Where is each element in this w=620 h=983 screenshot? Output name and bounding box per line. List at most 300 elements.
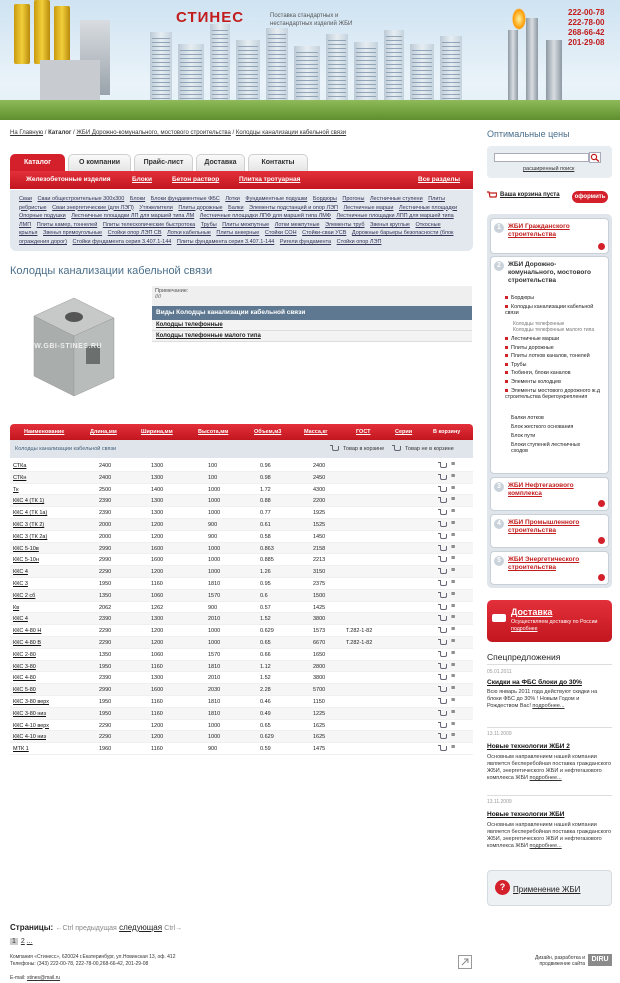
cell: 1573: [313, 628, 326, 635]
footer-email: [10, 975, 60, 981]
view-link[interactable]: Колодцы телефонные: [152, 320, 472, 331]
add-to-cart-icon[interactable]: [440, 510, 447, 515]
category-link[interactable]: Балки: [228, 204, 244, 211]
product-link[interactable]: ККС 5-10в: [13, 545, 39, 552]
quantity-icon[interactable]: ≡: [451, 638, 456, 645]
product-link[interactable]: ККС 4 (ТК 1а): [13, 510, 48, 517]
cell: 2990: [99, 545, 112, 552]
factory-silo: [14, 4, 30, 64]
cell: 0.65: [260, 640, 271, 646]
product-link[interactable]: ККС 3 (ТК 2а): [13, 533, 48, 540]
table-row: [10, 460, 473, 472]
page-numbers: [10, 938, 33, 945]
category-link[interactable]: Звенья круглые: [370, 221, 410, 228]
quantity-icon[interactable]: ≡: [451, 461, 456, 468]
cell: 1160: [151, 746, 163, 753]
cell: 1810: [208, 710, 221, 717]
add-to-cart-icon[interactable]: [440, 711, 447, 716]
expand-arrow-icon[interactable]: [598, 537, 605, 544]
cell: 1950: [99, 699, 112, 705]
category-link[interactable]: Блоки фундаментные ФБС: [150, 196, 220, 202]
category-link[interactable]: Прогоны: [342, 196, 365, 202]
cell: 1000: [208, 722, 221, 729]
menu-sub-item[interactable]: Блок жесткого основания: [511, 424, 574, 430]
advanced-search-link[interactable]: расширенный поиск: [523, 166, 575, 172]
refinery-tower: [526, 18, 538, 105]
tab-catalog[interactable]: Каталог: [10, 154, 65, 172]
news-title[interactable]: Новые технологии ЖБИ: [487, 811, 565, 818]
pager-next[interactable]: следующая: [119, 923, 163, 932]
category-link[interactable]: Сваи энергетические (для ЛЭП): [52, 204, 134, 211]
quantity-icon[interactable]: ≡: [451, 697, 456, 704]
table-row: [10, 613, 473, 625]
quantity-icon[interactable]: ≡: [451, 732, 456, 740]
cell: Т.282-1-82: [346, 640, 373, 646]
subnav-blocks[interactable]: Блоки: [132, 176, 152, 183]
col-series[interactable]: Серии: [395, 429, 413, 435]
cell: 0.46: [260, 699, 271, 705]
add-to-cart-icon[interactable]: [440, 723, 447, 728]
quantity-icon[interactable]: ≡: [451, 626, 456, 634]
add-to-cart-icon[interactable]: [440, 593, 447, 598]
product-link[interactable]: Тк: [13, 486, 19, 493]
table-row: [10, 720, 473, 732]
add-to-cart-icon[interactable]: [440, 699, 447, 704]
category-link[interactable]: Блоки: [129, 196, 146, 202]
product-link[interactable]: ККС 4-80: [13, 675, 36, 682]
cell: 1650: [313, 651, 326, 658]
cell: 1950: [99, 663, 112, 670]
email-link[interactable]: stines@mail.ru: [26, 975, 61, 981]
table-row: [10, 507, 473, 519]
refinery-tower: [546, 40, 562, 105]
divider: [487, 664, 612, 665]
category-link[interactable]: Фундаментные подушки: [245, 196, 308, 202]
table-row: [10, 637, 473, 649]
add-to-cart-icon[interactable]: [440, 557, 447, 562]
subnav-reinforced-concrete[interactable]: Железобетонные изделия: [26, 176, 111, 183]
add-to-cart-icon[interactable]: [440, 475, 447, 480]
quantity-icon[interactable]: ≡: [451, 567, 456, 575]
quantity-icon[interactable]: ≡: [451, 555, 456, 563]
city-building: [150, 32, 172, 102]
delivery-title[interactable]: Доставка: [511, 607, 553, 617]
category-link[interactable]: Утяжелители: [139, 204, 173, 211]
category-link[interactable]: Плиты камер, тоннелей: [36, 221, 98, 228]
cell: 2290: [99, 628, 112, 635]
category-link[interactable]: Дорожные барьеры безопасности (блок ограждения дорог): [19, 230, 454, 245]
cell: 0.49: [260, 710, 271, 717]
news-more-link[interactable]: подробнее...: [532, 703, 565, 709]
cell: 1160: [151, 699, 163, 705]
expand-arrow-icon[interactable]: [598, 243, 605, 250]
delivery-banner[interactable]: [487, 600, 612, 642]
subnav-tiles[interactable]: Плитка тротуарная: [239, 176, 301, 183]
menu-section-civil[interactable]: [490, 218, 609, 254]
breadcrumb-current[interactable]: Колодцы канализации кабельной связи: [235, 130, 347, 136]
category-link[interactable]: Лотки кабельные: [167, 230, 211, 237]
search-icon: [590, 153, 600, 162]
news-title[interactable]: Новые технологии ЖБИ 2: [487, 743, 570, 750]
cell: 1625: [313, 722, 326, 729]
category-link[interactable]: Звенья прямоугольные: [43, 230, 103, 237]
quantity-icon[interactable]: ≡: [451, 673, 456, 681]
quantity-icon[interactable]: ≡: [451, 508, 456, 516]
footer-design-credit: Дизайн, разработка и продвижение сайта: [534, 955, 585, 967]
expand-arrow-icon[interactable]: [598, 500, 605, 507]
add-to-cart-icon[interactable]: [440, 734, 447, 739]
table-row: [10, 731, 473, 743]
product-link[interactable]: ККС 3 (ТК 2): [13, 522, 45, 528]
cell: 2000: [99, 522, 112, 528]
table-row: [10, 708, 473, 720]
cell: 1600: [151, 545, 164, 552]
cell: 6670: [313, 640, 326, 646]
cell: 2400: [99, 474, 112, 481]
section-title[interactable]: ЖБИ Энергетического строительства: [508, 556, 580, 571]
quantity-icon[interactable]: ≡: [451, 661, 456, 669]
product-link[interactable]: ККС 3: [13, 581, 28, 587]
factory-building: [40, 60, 100, 100]
product-link[interactable]: ККС 3-80: [13, 663, 36, 670]
news-item: [487, 799, 612, 850]
page-title: Колодцы канализации кабельной связи: [10, 265, 213, 277]
quantity-icon[interactable]: ≡: [451, 496, 456, 504]
quantity-icon[interactable]: ≡: [451, 579, 456, 586]
product-link[interactable]: ККС 2-80: [13, 651, 36, 658]
cell: 2390: [99, 498, 112, 505]
col-volume[interactable]: Объем,м3: [254, 429, 282, 435]
category-link[interactable]: Плиты межпутные: [222, 221, 270, 228]
product-link[interactable]: ККС 2 сб: [13, 592, 36, 599]
divider: [487, 795, 612, 796]
phone-number: 222-78-00: [568, 18, 605, 27]
cell: 2375: [313, 581, 326, 587]
category-link[interactable]: Стойки фундамента серия 3.407.1-144: [72, 238, 172, 245]
add-to-cart-icon[interactable]: [440, 605, 447, 610]
page-number-current: 1: [12, 938, 16, 945]
table-row: [10, 696, 473, 708]
refinery-tower: [508, 30, 518, 105]
add-to-cart-icon[interactable]: [440, 498, 447, 503]
news-more-link[interactable]: подробнее...: [529, 775, 562, 781]
category-link[interactable]: Лотки: [225, 196, 240, 202]
category-link[interactable]: Элементы труб: [325, 221, 365, 228]
section-title[interactable]: ЖБИ Промышленного строительства: [508, 519, 580, 534]
category-link[interactable]: Стойки опор ЛЭП СВ: [107, 230, 162, 237]
category-link[interactable]: Лестничные площадки: [398, 204, 458, 211]
section-title[interactable]: ЖБИ Дорожно-комунального, мостового строительства: [508, 261, 591, 284]
product-link[interactable]: ККС 5-10н: [13, 557, 39, 564]
product-note: [152, 286, 472, 306]
category-link[interactable]: Трубы: [200, 221, 217, 228]
group-title: Колодцы канализации кабельной связи: [15, 446, 117, 452]
special-offers-title: Спецпредложения: [487, 652, 561, 662]
delivery-more-link[interactable]: подробнее: [511, 626, 538, 632]
col-cart: В корзину: [433, 429, 461, 435]
footer-phones: Телефоны: (343) 222-00-78, 222-78-00,268-66-42, 201-29-08: [10, 961, 149, 967]
category-link[interactable]: Стойки СОН: [264, 230, 297, 237]
note-label: Примечание:: [155, 288, 189, 294]
category-link[interactable]: Плиты фундамента серия 3.407.1-144: [176, 238, 275, 245]
cell: 1000: [208, 640, 221, 646]
category-link[interactable]: Опорные подушки: [19, 213, 66, 220]
add-to-cart-icon[interactable]: [440, 522, 447, 527]
quantity-icon[interactable]: ≡: [451, 720, 456, 728]
city-building: [236, 40, 260, 102]
pager-prev: ←Ctrl предыдущая: [55, 925, 117, 932]
tab-price[interactable]: Прайс-лист: [134, 154, 193, 172]
add-to-cart-icon[interactable]: [440, 546, 447, 551]
add-to-cart-icon[interactable]: [440, 616, 447, 621]
col-name[interactable]: Наименование: [24, 429, 65, 435]
cell: 2990: [99, 557, 112, 564]
product-link[interactable]: ККС 4-80 В: [13, 640, 42, 646]
table-row: [10, 743, 473, 755]
col-gost[interactable]: ГОСТ: [356, 429, 371, 435]
add-to-cart-icon[interactable]: [440, 569, 447, 574]
category-link[interactable]: Ригели фундамента: [279, 238, 332, 245]
category-link[interactable]: Лестничные марши: [343, 204, 394, 211]
news-more-link[interactable]: подробнее...: [529, 843, 562, 849]
product-link[interactable]: ККС 5-80: [13, 687, 36, 694]
pager-next-hint: Ctrl→: [164, 925, 183, 932]
menu-section-oil-gas[interactable]: [490, 477, 609, 511]
menu-sub-item[interactable]: Тюбинги, блоки каналов: [505, 370, 605, 376]
add-to-cart-icon[interactable]: [440, 664, 447, 669]
quantity-icon[interactable]: ≡: [451, 531, 456, 539]
external-link-icon[interactable]: [458, 955, 472, 969]
product-link[interactable]: ККС 4-10 верх: [13, 722, 50, 729]
page-number[interactable]: 2: [20, 938, 25, 945]
city-building: [384, 30, 404, 102]
factory-silo: [54, 6, 70, 64]
legend-in: Товар в корзине: [343, 446, 385, 452]
cell: 1160: [151, 663, 163, 670]
add-to-cart-icon[interactable]: [440, 534, 447, 539]
breadcrumb-section[interactable]: ЖБИ Дорожно-комунального, мостового строительства: [76, 130, 231, 136]
cell: 1.52: [260, 675, 271, 682]
cell: 2290: [99, 569, 112, 576]
col-mass[interactable]: Масса,кг: [304, 429, 328, 435]
cell: 1000: [208, 486, 221, 493]
table-row: [10, 531, 473, 543]
add-to-cart-icon[interactable]: [440, 675, 447, 680]
product-link[interactable]: ККС 4-80 Н: [13, 628, 42, 635]
table-row: [10, 543, 473, 555]
quantity-icon[interactable]: ≡: [451, 543, 456, 551]
product-link[interactable]: ККС 4 (ТК 1): [13, 498, 45, 505]
section-title[interactable]: ЖБИ Гражданского строительства: [508, 223, 570, 238]
menu-section-industrial[interactable]: [490, 514, 609, 548]
col-length[interactable]: Длина,мм: [90, 429, 117, 435]
cell: 0.61: [260, 522, 271, 528]
category-link[interactable]: Лестничные площадки ЛПП для маршей типа ЛМП: [19, 213, 454, 228]
table-row: [10, 590, 473, 602]
cell: 1000: [208, 734, 221, 741]
col-width[interactable]: Ширина,мм: [141, 429, 173, 435]
add-to-cart-icon[interactable]: [440, 687, 447, 692]
category-link[interactable]: Элементы подстанций и опор ЛЭП: [249, 204, 339, 211]
tab-about[interactable]: О компании: [68, 154, 131, 172]
menu-sub-item[interactable]: Блоки ступеней лестничных сходов: [511, 442, 581, 454]
category-link[interactable]: Плиты телескопические быстротока: [102, 221, 196, 228]
category-link[interactable]: Сваи общестроительные 300х300: [37, 196, 125, 202]
quantity-icon[interactable]: ≡: [451, 708, 456, 716]
product-link[interactable]: СТКн: [13, 474, 27, 481]
table-row: [10, 566, 473, 578]
menu-section-road: [490, 256, 609, 474]
product-link[interactable]: Кв: [13, 604, 20, 611]
flame-icon: [512, 8, 526, 30]
product-link[interactable]: ККС 4-10 низ: [13, 734, 47, 741]
site-logo[interactable]: СТИНЕС: [176, 9, 245, 26]
quantity-icon[interactable]: ≡: [451, 484, 456, 492]
product-link[interactable]: СТКа: [13, 463, 27, 469]
quantity-icon[interactable]: ≡: [451, 649, 456, 657]
category-link[interactable]: Бордюры: [312, 196, 337, 202]
quantity-icon[interactable]: ≡: [451, 744, 456, 752]
application-link[interactable]: Применение ЖБИ: [513, 885, 581, 894]
cell: 1810: [208, 699, 221, 705]
cell: 2.28: [260, 687, 271, 694]
quantity-icon[interactable]: ≡: [451, 520, 456, 527]
cell: 4300: [313, 486, 326, 493]
menu-sub-item[interactable]: Бордюры: [505, 295, 605, 301]
cell: 1200: [151, 522, 164, 528]
page-number-more[interactable]: ...: [26, 938, 33, 945]
quantity-icon[interactable]: ≡: [451, 472, 456, 480]
product-link[interactable]: МТК 1: [13, 746, 29, 753]
news-title[interactable]: Скидки на ФБС блоки до 30%: [487, 679, 582, 686]
cell: 100: [208, 474, 218, 481]
cell: 1350: [99, 651, 112, 658]
menu-sub-item[interactable]: Колодцы канализации кабельной связи: [505, 304, 600, 316]
category-link[interactable]: Лестничные площадки ЛП для маршей типа ЛМ: [71, 213, 195, 220]
cell: 1000: [208, 510, 221, 517]
application-banner[interactable]: [487, 870, 612, 906]
menu-sub-item[interactable]: Блок пути: [511, 433, 536, 439]
menu-sub-item[interactable]: Плиты дорожные: [505, 345, 605, 351]
header-ground: [0, 100, 620, 120]
subnav-concrete[interactable]: Бетон раствор: [172, 176, 220, 183]
menu-sub-item[interactable]: Колодцы телефонные малого типа: [513, 327, 595, 333]
category-link[interactable]: Плиты анкерные: [216, 230, 260, 237]
section-number: 4: [494, 519, 504, 529]
expand-arrow-icon[interactable]: [598, 574, 605, 581]
cell: 2010: [208, 675, 221, 682]
basket-status[interactable]: Ваша корзина пуста: [500, 192, 560, 198]
question-icon: ?: [495, 880, 510, 895]
category-link[interactable]: Плиты дорожные: [178, 204, 223, 211]
phone-number: 268-66-42: [568, 28, 605, 37]
quantity-icon[interactable]: ≡: [451, 590, 456, 598]
search-button[interactable]: [589, 152, 601, 163]
city-building: [178, 44, 204, 102]
quantity-icon[interactable]: ≡: [451, 614, 456, 622]
quantity-icon[interactable]: ≡: [451, 602, 456, 610]
category-link[interactable]: Плиты ребристые: [19, 196, 445, 211]
category-link[interactable]: Сваи: [19, 196, 32, 202]
tab-delivery[interactable]: Доставка: [196, 154, 245, 172]
section-title[interactable]: ЖБИ Нефтегазового комплекса: [508, 482, 574, 497]
menu-sub-item[interactable]: Элементы колодцев: [505, 379, 605, 385]
developer-logo[interactable]: DIRU: [588, 954, 612, 966]
menu-sub-item[interactable]: Плиты лотков каналов, тонелей: [505, 353, 605, 359]
cell: 2062: [99, 604, 112, 611]
breadcrumb-home[interactable]: На Главную: [10, 130, 44, 136]
cell: 1225: [313, 710, 326, 717]
menu-sub-item[interactable]: Колодцы телефонные: [513, 321, 565, 327]
product-link[interactable]: ККС 3-80 низ: [13, 710, 47, 717]
order-button[interactable]: оформить: [572, 191, 608, 203]
cell: 1160: [151, 710, 163, 717]
news-date: 13.11.2009: [487, 731, 512, 737]
note-value: ////: [155, 294, 162, 300]
site-header: [0, 0, 620, 120]
menu-sub-item[interactable]: Трубы: [505, 362, 605, 368]
quantity-icon[interactable]: ≡: [451, 685, 456, 693]
category-link[interactable]: Лотки межпутные: [274, 221, 320, 228]
product-link[interactable]: ККС 3-80 верх: [13, 699, 50, 705]
tab-contacts[interactable]: Контакты: [248, 154, 308, 172]
news-item: [487, 731, 612, 782]
breadcrumb-separator: /: [230, 130, 236, 136]
legend-out: Товар не в корзине: [405, 446, 454, 452]
cell: 1000: [208, 569, 221, 576]
cell: 1960: [99, 746, 112, 753]
category-link[interactable]: Откосные крылья: [19, 221, 441, 237]
category-link[interactable]: Лестничные ступени: [369, 196, 423, 202]
table-row: [10, 625, 473, 637]
menu-sub-item[interactable]: Лестничные марши: [505, 336, 605, 342]
menu-sub-item[interactable]: Элементы мостового дорожного ж.д строительства берегоукрепления: [505, 388, 600, 400]
cell: 1200: [151, 734, 164, 741]
cell: 0.88: [260, 498, 271, 505]
menu-sub-item[interactable]: Балки лотков: [511, 415, 544, 421]
subnav-all-sections[interactable]: Все разделы: [418, 176, 461, 183]
category-link[interactable]: Стойки опор ЛЭП: [336, 238, 382, 245]
cell: 1400: [151, 486, 164, 493]
add-to-cart-icon[interactable]: [440, 581, 447, 586]
col-height[interactable]: Высота,мм: [198, 429, 229, 435]
view-link[interactable]: Колодцы телефонные малого типа: [152, 331, 472, 342]
table-row: [10, 472, 473, 484]
news-item: [487, 669, 612, 710]
breadcrumb-catalog[interactable]: Каталог: [48, 130, 72, 136]
sidebar-title: Оптимальные цены: [487, 129, 570, 139]
add-to-cart-icon[interactable]: [440, 628, 447, 633]
add-to-cart-icon[interactable]: [440, 746, 447, 751]
add-to-cart-icon[interactable]: [440, 463, 447, 468]
cell: 3800: [313, 675, 326, 682]
cell: 0.58: [260, 533, 271, 540]
news-text: Основным направлением нашей компании является бесперебойная поставка гражданского ЖБИ, энергетического ЖБИ и нефтегазового комплекса ЖБИ: [487, 754, 612, 781]
product-link[interactable]: ККС 4: [13, 616, 28, 623]
category-link[interactable]: Стойки-сваи УСВ: [302, 230, 347, 237]
add-to-cart-icon[interactable]: [440, 640, 447, 645]
add-to-cart-icon[interactable]: [440, 487, 447, 492]
product-link[interactable]: ККС 4: [13, 569, 28, 576]
cell: 1450: [313, 533, 326, 540]
search-input[interactable]: [494, 153, 589, 162]
add-to-cart-icon[interactable]: [440, 652, 447, 657]
city-building: [266, 28, 288, 102]
footer-info: [10, 954, 210, 968]
category-link[interactable]: Лестничные площадки ЛПФ для маршей типа ЛМФ: [199, 213, 331, 220]
menu-section-energy[interactable]: [490, 551, 609, 585]
cell: 2390: [99, 510, 112, 517]
